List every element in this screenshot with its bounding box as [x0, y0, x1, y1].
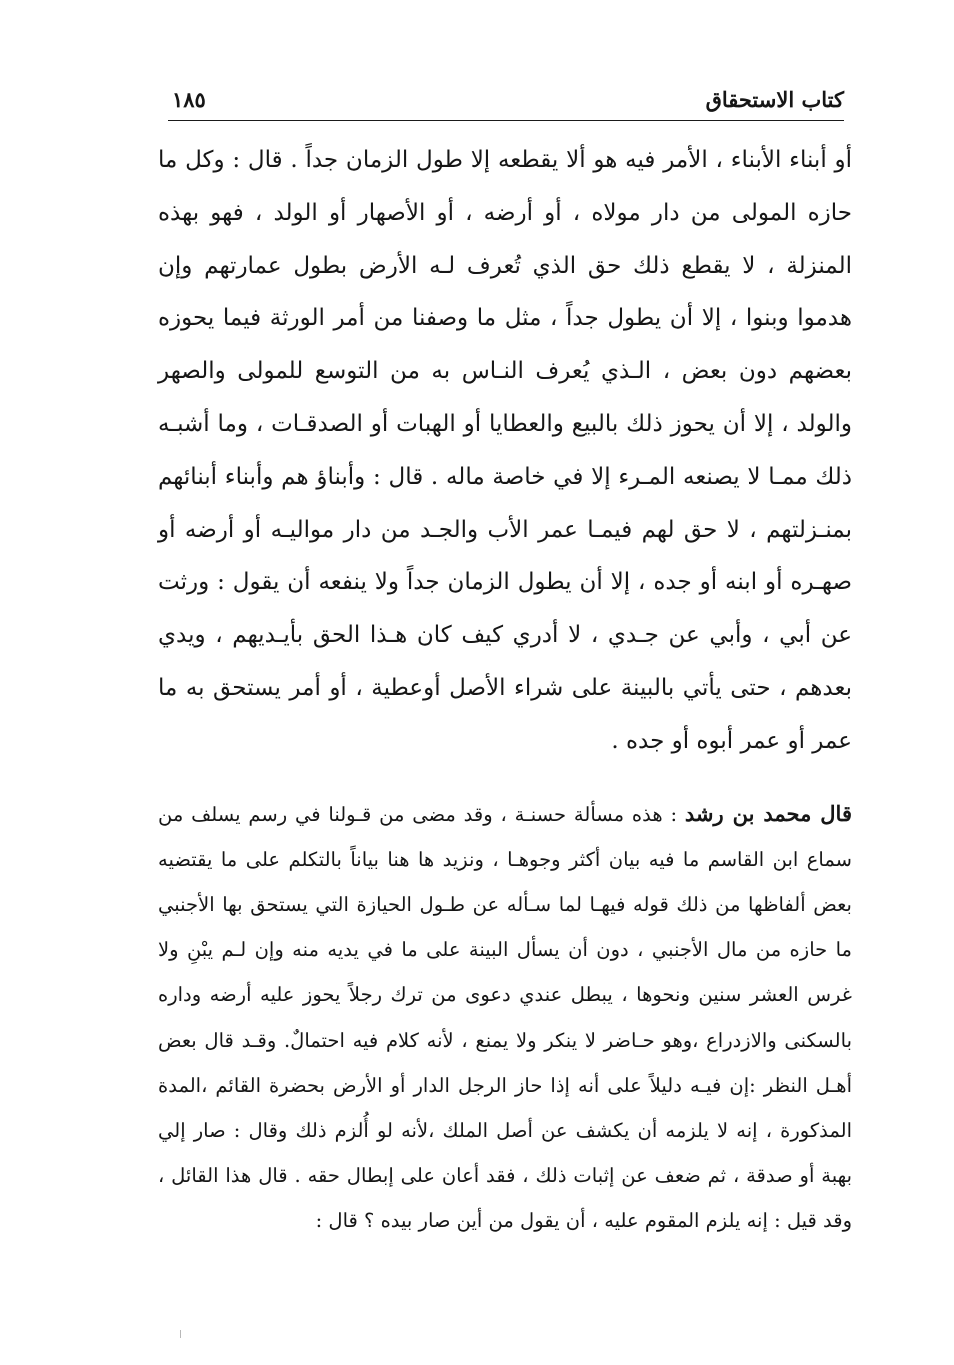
commentary-paragraph [158, 791, 852, 1244]
main-text: أو أبناء الأبناء ، الأمر فيه هو ألا يقطعه إلا طول الزمان جداً . قال : وكل ما حازه المولى من دار مولاه ، أو أرضه ، أو الأصهار أو الولد ، فهو بهذه المنزلة ، لا يقطع ذلك حق الذي تُعرف لـه الأرض بطول عمارتهم وإن هدموا وبنوا ، إلا أن يطول جداً ، مثل ما وصفنا من أمر الورثة فيما يحوزه بعضهم دون بعض ، الـذي يُعرف النـاس به من التوسع للمولى والصهر والولد ، إلا أن يحوز ذلك بالبيع والعطايا أو الهبات أو الصدقـات ، وما أشبـه ذلك ممـا لا يصنعه المـرء إلا في خاصة ماله . قال : وأبناؤ هم وأبناء أبنائهم بمنـزلتهم ، لا حق لهم فيمـا عمر الأب والجـد من دار مواليـه أو أرضه أو صهـره أو ابنه أو جده ، إلا أن يطول الزمان جداً ولا ينفعه أن يقول : ورثت عن أبي ، وأبي عن جـدي ، لا أدري كيف كان هـذا الحق بأيـديهم ، ويدي بعدهم ، حتى يأتي بالبينة على شراء الأصل أوعطية ، أو أمر يستحق به ما عمر أو عمر أبوه أو جده . [158, 147, 852, 754]
commentary-text: : هذه مسألة حسنـة ، وقد مضى من قـولنا في رسم يسلف من سماع ابن القاسم ما فيه بيان أكثر وجوهـا ، ونزيد ها هنا بياناً بالتكلم على ما يقتضيه بعض ألفاظها من ذلك قوله فيهـا لما سـأله عن طـول الحيازة التي يستحق بها الأجنبي ما حازه من مال الأجنبي ، دون أن يسأل البينة على ما في يديه منه وإن لـم يبْنِ ولا غرس العشر سنين ونحوها ، يبطل عندي دعوى من ترك رجلاً يحوز عليه أرضه وداره بالسكنى والازدراع ،وهو حـاضر لا ينكر ولا يمنع ، لأنه كلام فيه احتمالٌ. وقـد قال بعض أهـل النظر :إن فيـه دليلاً على أنه إذا حاز الرجل الدار أو الأرض بحضرة القائم ،المدة المذكورة ، إنه لا يلزمه أن يكشف عن أصل الملك ،لأنه لو أُلزم ذلك وقال : صار إلي بهبة أو صدقة ، ثم ضعف عن إثبات ذلك ، فقد أعان على إبطال حقه . قال هذا القائل ، وقد قيل : إنه يلزم المقوم عليه ، أن يقول من أين صار بيده ؟ قال : [158, 802, 852, 1233]
chapter-title: كتاب الاستحقاق [705, 87, 844, 112]
scan-mark [180, 1330, 181, 1338]
commentary-author: قال محمد بن رشد [684, 800, 852, 826]
page-number: ١٨٥ [172, 87, 206, 112]
page-body [158, 134, 852, 1244]
running-header [168, 84, 844, 121]
